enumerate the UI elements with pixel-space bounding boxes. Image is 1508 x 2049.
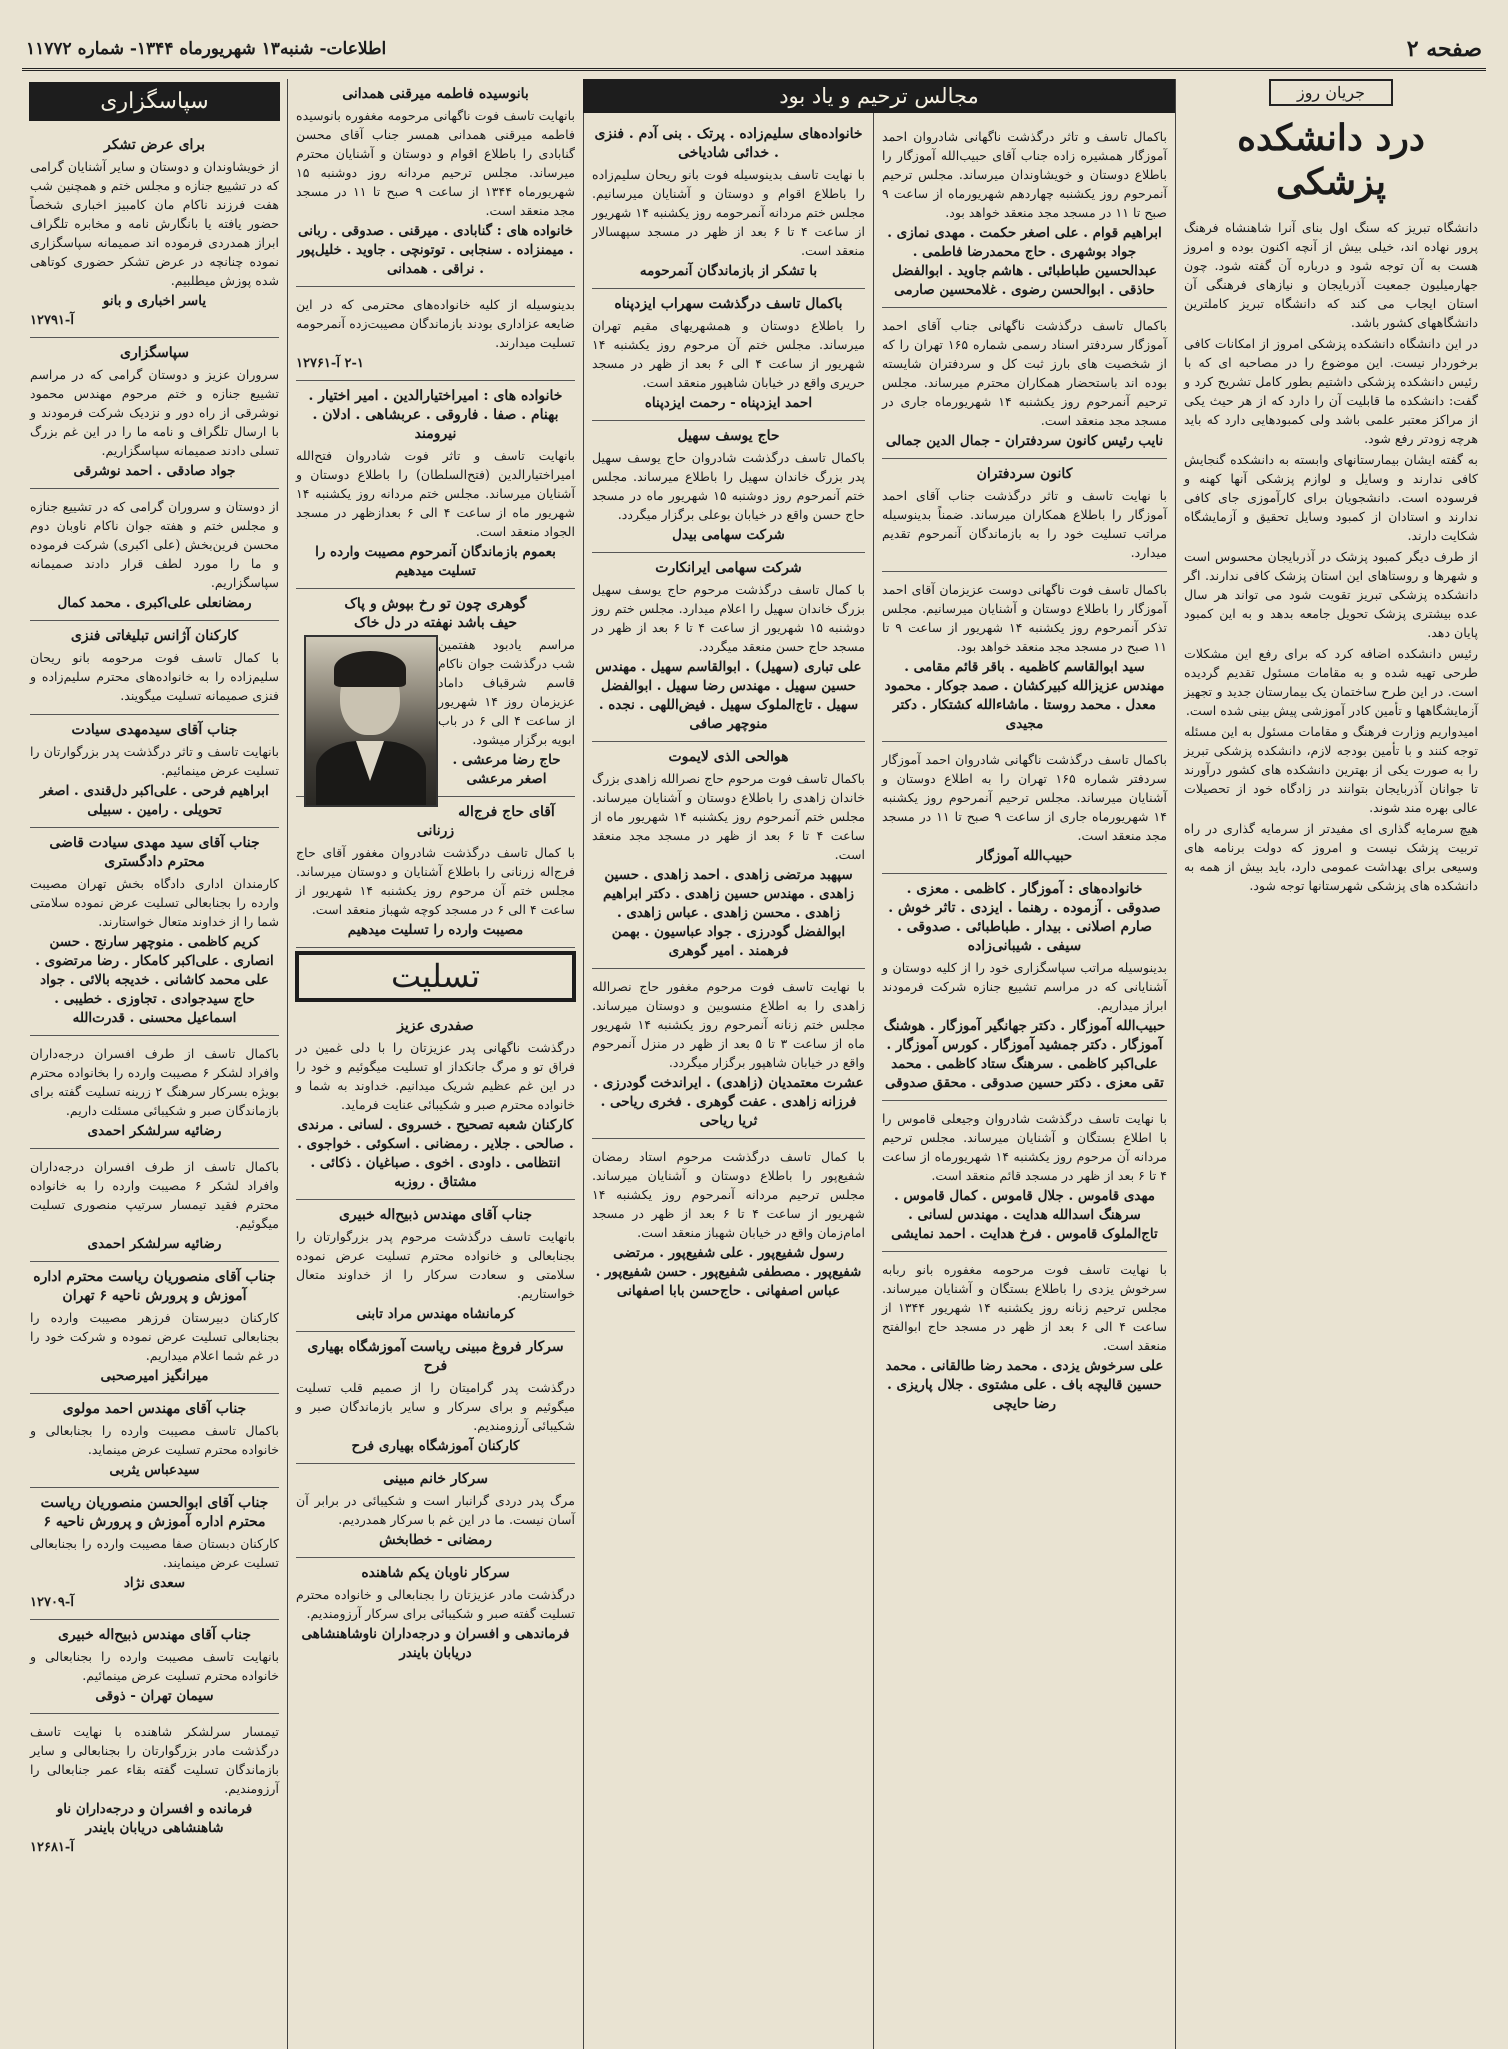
notice — [30, 1036, 279, 1149]
notice — [592, 1139, 865, 1308]
notice-body: از خویشاوندان و دوستان و سایر آشنایان گرامی که در تشییع جنازه و مجلس ختم و همچنین شب هفت فرزند ناکام مان کامبیز اخباری شخصاً حضور یافته یا بانگارش نامه و مخابره تلگراف ابراز همدردی فرموده اند صمیمانه سپاسگزاری نموده چنانچه در عرض تشکر حضوری کوتاهی شده پوزش میطلبیم. — [30, 159, 279, 288]
portrait-photo — [304, 635, 438, 807]
notice — [592, 119, 865, 289]
notice-signatories: کرمانشاه مهندس مراد تابنی — [356, 1306, 515, 1322]
notice-heading: جناب آقای ابوالحسن منصوریان ریاست محترم اداره آموزش و پرورش ناحیه ۶ — [40, 1495, 269, 1530]
notice-heading: حاج یوسف سهیل — [677, 428, 780, 444]
notice-body: با کمال تاسف درگذشت شادروان مغفور آقای حاج فرج‌اله زرنانی را باطلاع آشنایان و دوستان میرساند. مجلس ختم آن مرحوم روز یکشنبه ۱۴ شهریور از ساعت ۴ الی ۶ در مسجد کوچه شهباز منعقد است. — [296, 845, 575, 917]
notice-body: درگذشت ناگهانی پدر عزیزتان را با دلی غمین در فراق تو و مرگ جانکداز او تسلیت میگوئیم و خود را در این غم عظیم شریک میدانیم. خداوند به شما و خانواده محترم صبر و شکیبائی عنایت فرماید. — [296, 1040, 575, 1112]
notice-body: با کمال تاسف درگذشت مرحوم استاد رمضان شفیع‌پور را باطلاع دوستان و آشنایان میرساند. مجلس ترحیم مردانه آنمرحوم روز یکشنبه ۱۴ شهریور از ساعت ۴ تا ۶ بعد از ظهر در مسجد امام‌زمان واقع در خیابان شهباز منعقد است. — [592, 1149, 865, 1240]
notice — [30, 1714, 279, 1864]
editorial-paragraph: به گفته ایشان بیمارستانهای وابسته به دانشکده گنجایش کافی ندارند و وسایل و لوازم پزشکی آنها کهنه و فرسوده است. دانشجویان برای کارآموزی جای کافی ندارند و استادان از کمبود وسایل تحقیق و آزمایشگاه شکایت دارند. — [1184, 452, 1478, 543]
notice-heading: جناب آقای سید مهدی سیادت قاضی محترم دادگستری — [49, 835, 260, 870]
notice-body: بانهایت تاسف و تاثر درگذشت پدر بزرگوارتان را تسلیت عرض مینمائیم. — [30, 744, 279, 778]
notice-heading: آقای حاج فرج‌اله زرنانی — [416, 804, 555, 839]
notice-body: با نهایت تاسف فوت مرحوم مغفور حاج نصرالله زاهدی را به اطلاع منسوبین و دوستان میرساند. مجلس ختم زنانه آنمرحوم روز یکشنبه ۱۴ شهریور ماه از ساعت ۳ تا ۵ بعد از ظهر در منزل آنمرحوم واقع در خیابان شاهپور برگزار میگردد. — [592, 979, 865, 1070]
notice-body: باکمال تاسف فوت ناگهانی دوست عزیزمان آقای احمد آموزگار را باطلاع دوستان و آشنایان میرسانیم. مجلس تذکر آنمرحوم روز یکشنبه ۱۴ شهریور از ساعت ۹ تا ۱۱ صبح در مسجد مجد منعقد خواهد بود. — [882, 582, 1167, 654]
notice-signatories: فرمانده و افسران و درجه‌داران ناو شاهنشاهی دریابان بایندر — [56, 1801, 253, 1836]
notice-body: باکمال تاسف مصیبت وارده را بجنابعالی و خانواده محترم تسلیت عرض مینماید. — [30, 1423, 279, 1457]
notice — [296, 381, 575, 589]
notice-signatories: احمد ایزدپناه - رحمت ایزدپناه — [644, 395, 813, 411]
notice — [30, 715, 279, 828]
notice-heading: جناب آقای سیدمهدی سیادت — [71, 722, 238, 738]
column-label: جریان روز — [1269, 79, 1393, 106]
notice-reference: آ-۱۲۷۹۱ — [30, 313, 74, 328]
notice — [30, 1394, 279, 1488]
notice-heading: شرکت سهامی ایرانکارت — [655, 560, 802, 576]
notice-body: بانهایت تاسف و تاثر فوت شادروان فتح‌الله امیراختیارالدین (فتح‌السلطان) را باطلاع دوستان و آشنایان میرساند. مجلس ختم مردانه روز یکشنبه ۱۴ شهریور ماه از ساعت ۴ الی ۶ بعدازظهر در مسجد الجواد منعقد است. — [296, 448, 576, 539]
notice-signatories: میرانگیز امیرصحبی — [100, 1368, 209, 1384]
notice-body: با نهایت تاسف درگذشت شادروان وجیعلی قاموس را با اطلاع بستگان و آشنایان میرساند. مجلس ترحیم مردانه آن مرحوم روز یکشنبه ۱۴ شهریورماه از ساعت ۴ تا ۶ بعد از ظهر در مسجد قائم منعقد است. — [882, 1111, 1167, 1183]
notice-body: با نهایت تاسف بدینوسیله فوت بانو ریحان سلیم‌زاده را باطلاع اقوام و دوستان و آشنایان میرسانیم. مجلس ختم مردانه آنمرحومه روز یکشنبه ۱۴ شهریور از ساعت ۴ تا ۶ بعد از ظهر در مسجد سپهسالار منعقد است. — [592, 167, 865, 258]
notice-reference: آ-۱۲۷۰۹ — [30, 1595, 74, 1610]
notice-body: کارکنان دبستان صفا مصیبت وارده را بجنابعالی تسلیت عرض مینمایند. — [30, 1536, 279, 1570]
notice — [882, 459, 1167, 572]
notice-body: بانهایت تاسف فوت ناگهانی مرحومه مغفوره بانوسیده فاطمه میرقنی همدانی همسر جناب آقای محسن گنابادی را باطلاع اقوام و دوستان و آشنایان محترم میرساند. مجلس ترحیم مردانه روز دوشنبه ۱۵ شهریورماه ۱۳۴۴ از ساعت ۹ صبح تا ۱۱ در مسجد مجد منعقد است. — [296, 108, 575, 218]
notice-body: با نهایت تاسف فوت مرحومه مغفوره بانو ربابه سرخوش یزدی را باطلاع بستگان و آشنایان میرساند. مجلس ترحیم زنانه روز یکشنبه ۱۴ شهریور ۱۳۴۴ از ساعت ۴ الی ۶ بعد از ظهر در مسجد حاج ابوالفتح منعقد است. — [882, 1262, 1168, 1353]
editorial-column — [1175, 79, 1486, 2049]
notice-signatories: کریم کاظمی . منوچهر سارنج . حسن انصاری . علی‌اکبر کامکار . رضا مرتضوی . علی محمد کاشانی . خدیجه بالائی . جواد حاج سیدجوادی . تجاوزی . خطیبی . اسماعیل محسنی . قدرت‌الله — [35, 934, 274, 1026]
notice-signatories: مصیبت وارده را تسلیت میدهیم — [347, 922, 524, 938]
page-header — [22, 36, 1486, 71]
thanks-column — [22, 79, 287, 2049]
notice-signatories: ابراهیم فرحی . علی‌اکبر دل‌قندی . اصغر تحویلی . رامین . سبیلی — [40, 783, 269, 818]
notice-signatories: رضائیه سرلشکر احمدی — [87, 1236, 222, 1252]
notice-body: تیمسار سرلشکر شاهنده با نهایت تاسف درگذشت مادر بزرگوارتان را بجنابعالی و سایر بازماندگان تسلیت گفته بقاء عمر جنابعالی را آرزومندیم. — [30, 1724, 279, 1796]
notice-signatories: رسول شفیع‌پور . علی شفیع‌پور . مرتضی شفیع‌پور . مصطفی شفیع‌پور . حسن شفیع‌پور . عباس اصفهانی . حاج‌حسن بابا اصفهانی — [595, 1245, 862, 1299]
notice-heading: خانواده‌های : آموزگار . کاظمی . معزی . صدوقی . آزموده . رهنما . ایزدی . تاثر خوش . صارم اصلانی . بیدار . طباطبائی . صدوقی . سیفی . شیبانی‌زاده — [888, 881, 1161, 954]
notice-signatories: کارکنان شعبه تصحیح . خسروی . لسانی . مرندی . صالحی . جلایر . رمضانی . اسکوئی . خواجوی . انتظامی . داودی . اخوی . صباغیان . ذکائی . مشتاق . روزبه — [297, 1117, 574, 1190]
editorial-paragraph: دانشگاه تبریز که سنگ اول بنای آنرا شاهنشاه فرهنگ پرور نهاده اند، خیلی بیش از آنچه اکنون بوده و امروز هست به آن توجه شود و درباره آن گفته شود. چون جهارمیلیون جمعیت آذربایجان و نیازهای فرهنگی آن استان ایجاب می کند که دانشگاه تبریز کاملترین دانشگاههای کشور باشد. — [1184, 220, 1478, 330]
notice-signatories: رمضانی - خطابخش — [379, 1532, 492, 1548]
notice — [296, 1332, 575, 1464]
notice — [882, 874, 1167, 1101]
notice-body: بدینوسیله مراتب سپاسگزاری خود را از کلیه دوستان و آشنایانی که در مراسم تشییع جنازه شرکت فرمودند ابراز میداریم. — [882, 960, 1167, 1013]
notice-body: را باطلاع دوستان و همشهریهای مقیم تهران میرساند. مجلس ختم آن مرحوم روز یکشنبه ۱۴ شهریور از ساعت ۴ الی ۶ بعد از ظهر در مسجد حریری واقع در خیابان شاهپور منعقد است. — [592, 318, 865, 390]
notice-signatories: جواد صادقی . احمد نوشرقی — [73, 463, 236, 479]
notice — [296, 1011, 575, 1200]
issue-line: اطلاعات- شنبه۱۳ شهریورماه ۱۳۴۴- شماره ۱۱۷۷۲ — [26, 39, 387, 59]
notice — [30, 828, 279, 1036]
notice — [296, 1464, 575, 1558]
notice-signatories: سید ابوالقاسم کاظمیه . باقر قائم مقامی . مهندس عزیزالله کبیرکشان . صمد جوکار . محمود معدل . محمد روستا . ماشاءالله کشتکار . دکتر مجیدی — [884, 659, 1165, 732]
notice-heading: سرکار خانم مبینی — [383, 1471, 488, 1487]
notice-heading: صفدری عزیز — [397, 1018, 474, 1034]
notice-signatories: سپهبد مرتضی زاهدی . احمد زاهدی . حسین زاهدی . مهندس حسین زاهدی . دکتر ابراهیم زاهدی . محسن زاهدی . عباس زاهدی . ابوالفضل گودرزی . جواد عباسیون . بهمن فرهمند . امیر گوهری — [602, 867, 855, 959]
notice-signatories: مهدی قاموس . جلال قاموس . کمال قاموس . سرهنگ اسدالله هدایت . مهندس لسانی . تاج‌الملوک قاموس . فرخ هدایت . احمد نمایشی — [891, 1188, 1158, 1242]
notice — [592, 742, 865, 969]
notice-reference: آ-۱۲۶۸۱ — [30, 1840, 74, 1855]
notice-heading: هوالحی الذی لایموت — [668, 749, 789, 765]
notice-heading: کانون سردفتران — [976, 466, 1073, 482]
notice-heading: باکمال تاسف درگذشت سهراب ایزدپناه — [614, 296, 843, 312]
notice-body: باکمال تاسف و تاثر درگذشت ناگهانی شادروان احمد آموزگار همشیره زاده جناب آقای حبیب‌الله آموزگار را باطلاع دوستان و خویشاوندان میرساند. مجلس ترحیم آنمرحوم روز یکشنبه چهاردهم شهریورماه از ساعت ۹ صبح تا ۱۱ در مسجد مجد منعقد خواهد بود. — [882, 129, 1167, 220]
notice-body: بدینوسیله از کلیه خانواده‌های محترمی که در این ضایعه عزاداری بودند بازماندگان مصیبت‌زده آنمرحومه تسلیت میدارند. — [296, 297, 575, 350]
notice-heading: جناب آقای مهندس احمد مولوی — [62, 1401, 247, 1417]
notice — [30, 338, 279, 489]
notice — [30, 1149, 279, 1262]
notice-signatories: علی سرخوش یزدی . محمد رضا طالقانی . محمد حسین قالیچه باف . علی مشتوی . جلال پاریزی . رضا حایچی — [885, 1358, 1164, 1412]
notice-body: باکمال تاسف درگذشت شادروان حاج یوسف سهیل پدر بزرگ خاندان سهیل را باطلاع میرساند. مجلس ختم آنمرحوم روز دوشنبه ۱۵ شهریور ماه در مسجد حاج حسن واقع در خیابان بوعلی برگزار میگردد. — [592, 450, 865, 522]
notice-signatories: رضائیه سرلشکر احمدی — [87, 1123, 222, 1139]
notice — [882, 1252, 1167, 1421]
notice-body: از دوستان و سروران گرامی که در تشییع جنازه و مجلس ختم و هفته جوان ناکام ناوبان دوم محسن فرین‌بخش (علی اکبری) شرکت فرموده و ما را مورد لطف قرار دادند صمیمانه سپاسگزاریم. — [30, 499, 279, 590]
notice-body: باکمال تاسف از طرف افسران درجه‌داران وافراد لشکر ۶ مصیبت وارده را بخانواده محترم بویژه بسرکار سرهنگ ۲ زرینه تسلیت گفته برای بازماندگان صبر و شکیبائی مسئلت داریم. — [30, 1046, 279, 1118]
editorial-paragraph: در این دانشگاه دانشکده پزشکی امروز از امکانات کافی برخوردار نیست. این موضوع را در مصاحبه ای که با رئیس دانشکده پزشکی داشتیم بطور کامل تشریح کرد و گفت: دانشکده ما قابلیت آن را دارد که از هر حیث یکی از مراکز معتبر علمی باشد ولی کمبودهایی دارد که باید هرچه زودتر رفع شود. — [1184, 336, 1478, 446]
notice-signatories: حبیب‌الله آموزگار . دکتر جهانگیر آموزگار . هوشنگ آموزگار . دکتر جمشید آموزگار . کورس آموزگار . علی‌اکبر کاظمی . سرهنگ ستاد کاظمی . محمد تقی معزی . دکتر حسین صدوقی . محقق صدوقی — [883, 1018, 1166, 1091]
memorial-section-banner: مجالس ترحیم و یاد بود — [583, 79, 1175, 113]
notice-signatories: علی تباری (سهیل) . ابوالقاسم سهیل . مهندس حسین سهیل . مهندس رضا سهیل . ابوالفضل سهیل . تاج‌الملوک سهیل . فیض‌اللهی . نجده . منوچهر صافی — [595, 659, 862, 732]
notice — [296, 797, 575, 948]
page-number: صفحه ۲ — [1406, 36, 1482, 62]
notice-body: باکمال تاسف درگذشت ناگهانی شادروان احمد آموزگار سردفتر شماره ۱۶۵ تهران را به اطلاع دوستان و آشنایان میرساند. مجلس ترحیم آنمرحوم روز یکشنبه ۱۴ شهریورماه جاری از ساعت ۹ صبح تا ۱۱ در مسجد مجد منعقد است. — [882, 752, 1167, 843]
notice — [30, 130, 279, 338]
notice-signatories: حبیب‌الله آموزگار — [976, 848, 1073, 864]
notice — [296, 79, 575, 287]
notice-signatories: ابراهیم قوام . علی اصغر حکمت . مهدی نمازی . جواد بوشهری . حاج محمدرضا فاطمی . عبدالحسین طباطبائی . هاشم جاوید . ابوالفضل حاذقی . ابوالحسن رضوی . غلامحسین صارمی — [887, 225, 1162, 298]
notice — [296, 1558, 575, 1670]
notice-body: مراسم یادبود هفتمین شب درگذشت جوان ناکام قاسم شرقباف داماد عزیزمان روز ۱۴ شهریور از ساعت ۴ الی ۶ در باب ابویه برگزار میشود. — [438, 637, 576, 747]
notice-heading: خانواده های : امیراختیارالدین . امیر اختیار . بهنام . صفا . فاروقی . عربشاهی . ادلان . نیرومند — [308, 388, 563, 442]
editorial-title: درد دانشکده پزشکی — [1237, 117, 1425, 203]
notice-signatories: سیمان تهران - ذوقی — [95, 1688, 214, 1704]
notice-body: بانهایت تاسف درگذشت مرحوم پدر بزرگوارتان را بجنابعالی و خانواده محترم تسلیت عرض نموده سلامتی و سعادت سرکار را از خداوند متعال خواستاریم. — [296, 1229, 575, 1301]
notice-signatories: خانواده های : گنابادی . میرقنی . صدوقی . ربانی . میمنزاده . سنجابی . توتونچی . جاوید . خلیل‌پور . نراقی . همدانی — [297, 223, 574, 277]
notice-signatories: کارکنان آموزشگاه بهیاری فرح — [351, 1438, 520, 1454]
notice-body: درگذشت مادر عزیزتان را بجنابعالی و خانواده محترم تسلیت گفته صبر و شکیبائی برای سرکار آرزومندیم. — [296, 1587, 575, 1621]
notice-signatories: با تشکر از بازماندگان آنمرحومه — [639, 263, 818, 279]
notice-reference: ۲-۱ آ-۱۲۷۶۱ — [296, 356, 364, 371]
notice — [30, 489, 279, 621]
notice-heading: سرکار ناوبان یکم شاهنده — [361, 1565, 510, 1581]
memorial-column-1 — [873, 79, 1175, 2049]
condolence-column — [287, 79, 583, 2049]
thanks-banner: سپاسگزاری — [30, 83, 279, 120]
notice-body: کارمندان اداری دادگاه بخش تهران مصیبت وارده را بجنابعالی تسلیت عرض نموده سلامتی شما را از خداوند متعال خواستارند. — [30, 876, 279, 929]
notice — [882, 572, 1167, 742]
notice-body: با نهایت تاسف و تاثر درگذشت جناب آقای احمد آموزگار را باطلاع همکاران میرساند. ضمناً بدینوسیله مراتب تسلیت خود را به بازماندگان آنمرحوم تقدیم میدارد. — [882, 488, 1167, 560]
notice-body: بانهایت تاسف مصیبت وارده را بجنابعالی و خانواده محترم تسلیت عرض مینمائیم. — [30, 1649, 279, 1683]
notice-signatories: نایب رئیس کانون سردفتران - جمال الدین جمالی — [885, 433, 1164, 449]
notice — [882, 308, 1167, 459]
notice-heading: جناب آقای منصوریان ریاست محترم اداره آموزش و پرورش ناحیه ۶ تهران — [33, 1269, 276, 1304]
notice-heading: خانواده‌های سلیم‌زاده . پرتک . بنی آدم . فنزی . خدائی شادیاخی — [594, 126, 863, 161]
notice-heading: جناب آقای مهندس ذبیح‌اله خبیری — [57, 1627, 252, 1643]
notice — [882, 119, 1167, 308]
notice-signatories: رمضانعلی علی‌اکبری . محمد کمال — [57, 595, 252, 611]
notice-body: با کمال تاسف فوت مرحومه بانو ریحان سلیم‌زاده را به خانواده‌های محترم سلیم‌زاده و فنزی صمیمانه تسلیت میگویند. — [30, 650, 279, 703]
notice-signatories: عشرت معتمدیان (زاهدی) . ایراندخت گودرزی . فرزانه زاهدی . عفت گوهری . فخری ریاحی . ثریا ریاحی — [593, 1075, 864, 1129]
notice — [30, 1620, 279, 1714]
notice-body: با کمال تاسف درگذشت مرحوم حاج یوسف سهیل بزرگ خاندان سهیل را اعلام میدارد. مجلس ختم روز دوشنبه ۱۵ شهریور از ساعت ۴ تا ۶ بعد از ظهر در مسجد حاج حسن منعقد میگردد. — [592, 582, 865, 654]
notice — [30, 621, 279, 715]
notice-heading: سرکار فروغ مبینی ریاست آموزشگاه بهیاری فرح — [307, 1339, 564, 1374]
memorial-column-2 — [583, 79, 873, 2049]
notice-signatories: سیدعباس یثربی — [109, 1462, 200, 1478]
notice-signatories: یاسر اخباری و بانو — [102, 293, 207, 309]
notice-body: سروران عزیز و دوستان گرامی که در مراسم تشییع جنازه و ختم مرحوم مهندس محمود نوشرقی از راه دور و نزدیک شرکت فرمودند و با ارسال تلگراف و نامه ما را در این غم بزرگ تسلی دادند صمیمانه سپاسگزاریم. — [30, 367, 279, 458]
editorial-paragraph: رئیس دانشکده اضافه کرد که برای رفع این مشکلات طرحی تهیه شده و به مقامات مسئول تقدیم گردیده است. در این طرح ساختمان یک بیمارستان جدید و تجهیز آزمایشگاهها و تأمین کادر آموزشی پیش بینی شده است. — [1184, 646, 1478, 718]
notice-with-photo — [296, 589, 575, 797]
notice — [30, 1488, 279, 1620]
notice — [882, 1101, 1167, 1252]
notice — [592, 289, 865, 421]
notice — [592, 421, 865, 553]
notice — [30, 1262, 279, 1394]
notice-signatories: حاج رضا مرعشی . اصغر مرعشی — [452, 752, 561, 787]
notice-body: باکمال تاسف فوت مرحوم حاج نصرالله زاهدی بزرگ خاندان زاهدی را باطلاع دوستان و آشنایان میرساند. مجلس ختم آنمرحوم روز یکشنبه ۱۴ شهریور ماه از ساعت ۴ تا ۶ بعد از ظهر در مسجد مجد منعقد است. — [592, 771, 866, 862]
notice-body: مرگ پدر دردی گرانبار است و شکیبائی در برابر آن آسان نیست. ما در این غم با سرکار همدردیم. — [296, 1493, 575, 1527]
notice-heading: جناب آقای مهندس ذبیح‌اله خبیری — [338, 1207, 533, 1223]
memorial-poem: گوهری چون تو رخ بپوش و پاک حیف باشد نهفته در دل خاک — [344, 596, 527, 631]
notice-body: باکمال تاسف از طرف افسران درجه‌داران وافراد لشکر ۶ مصیبت وارده را به خانواده محترم فقید تیمسار سرتیپ منصوری تسلیت میگوئیم. — [30, 1159, 279, 1231]
editorial-paragraph: از طرف دیگر کمبود پزشک در آذربایجان محسوس است و شهرها و روستاهای این استان پزشک کافی ندارند. اگر دانشکده پزشکی تبریز تقویت شود می تواند هر سال عده بیشتری پزشک تحویل جامعه بدهد و به این کمبود پایان دهد. — [1184, 549, 1478, 640]
notice — [296, 287, 575, 381]
editorial-paragraph: امیدواریم وزارت فرهنگ و مقامات مسئول به این مسئله توجه کنند و با تأمین بودجه لازم، دانشکده پزشکی تبریز را به صورت یکی از بهترین دانشکده های کشور درآورند تا جوانان آذربایجان بتوانند در زادگاه خود از تحصیلات عالی بهره مند شوند. — [1184, 724, 1478, 815]
notice — [592, 553, 865, 742]
notice-body: کارکنان دبیرستان فرزهر مصیبت وارده را بجنابعالی تسلیت عرض نموده و شرکت خود را در غم شما اعلام میداریم. — [30, 1310, 279, 1363]
condolence-banner: تسلیت — [296, 952, 575, 1001]
notice — [296, 1200, 575, 1332]
notice-signatories: بعموم بازماندگان آنمرحوم مصیبت وارده را تسلیت میدهیم — [315, 544, 556, 579]
notice — [592, 969, 865, 1139]
notice-heading: بانوسیده فاطمه میرقنی همدانی — [342, 86, 529, 102]
notice-heading: سپاسگزاری — [119, 345, 189, 361]
notice-body: باکمال تاسف درگذشت ناگهانی جناب آقای احمد آموزگار سردفتر اسناد رسمی شماره ۱۶۵ تهران را که از شخصیت های بارز ثبت کل و سردفتران شایسته بوده اند باستحضار همکاران محترم میرساند. مجلس ترحیم آنمرحوم روز یکشنبه ۱۴ شهریورماه جاری در مسجد مجد منعقد است. — [882, 318, 1167, 428]
notice-body: درگذشت پدر گرامیتان را از صمیم قلب تسلیت میگوئیم و برای سرکار و سایر بازماندگان صبر و شکیبائی آرزومندیم. — [296, 1380, 575, 1433]
notice-signatories: سعدی نژاد — [123, 1575, 186, 1591]
notice-signatories: شرکت سهامی بیدل — [672, 527, 785, 543]
notice — [882, 742, 1167, 874]
editorial-paragraph: هیچ سرمایه گذاری ای مفیدتر از سرمایه گذاری در راه تربیت پزشک نیست و امروز که دولت برنامه های وسیعی برای بهداشت عمومی دارد، باید بیش از همه به دانشکده های پزشکی شهرستانها توجه شود. — [1184, 821, 1478, 893]
notice-heading: کارکنان آژانس تبلیغاتی فنزی — [70, 628, 239, 644]
notice-signatories: فرماندهی و افسران و درجه‌داران ناوشاهنشاهی دریابان بایندر — [301, 1626, 570, 1661]
columns — [22, 79, 1486, 2049]
notice-heading: برای عرض تشکر — [103, 137, 206, 153]
